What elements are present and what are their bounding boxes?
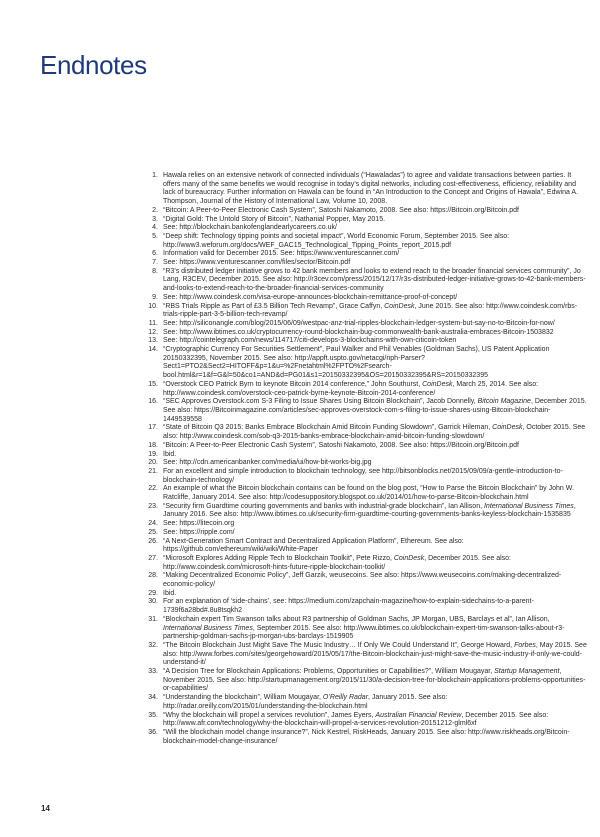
endnote-number: 35. bbox=[148, 711, 158, 719]
endnote-number: 11. bbox=[148, 319, 158, 327]
endnote-number: 27. bbox=[148, 554, 158, 562]
endnote-item bbox=[147, 590, 587, 599]
endnote-text: “Bitcoin: A Peer-to-Peer Electronic Cash System”, Satoshi Nakamoto, 2008. See also: https://Bitcoin.org/Bitcoin.pdf bbox=[163, 206, 520, 214]
endnote-item bbox=[147, 172, 587, 207]
endnote-text: “A Next-Generation Smart Contract and Decentralized Application Platform”, Ethereum. See also: https://github.com/ethereum/wiki/wiki/White-Paper bbox=[163, 537, 464, 554]
endnote-number: 17. bbox=[148, 424, 158, 432]
endnote-item bbox=[147, 729, 587, 746]
page-title: Endnotes bbox=[40, 50, 147, 81]
endnote-item bbox=[147, 337, 587, 346]
endnote-item bbox=[147, 294, 587, 303]
endnote-item bbox=[147, 616, 587, 642]
endnote-text: See: http://www.ibtimes.co.uk/cryptocurrency-round-blockchain-bug-commonwealth-bank-australia-embraces-Bitcoin-1503832 bbox=[163, 328, 554, 336]
endnote-text: See: http://blockchain.bankofenglandearlycareers.co.uk/ bbox=[163, 224, 337, 232]
endnote-number: 33. bbox=[148, 668, 158, 676]
endnote-item bbox=[147, 668, 587, 694]
endnote-item bbox=[147, 250, 587, 259]
endnote-item bbox=[147, 694, 587, 711]
endnote-text: “Overstock CEO Patrick Byrn to keynote Bitcoin 2014 conference,” John Southurst, CoinDesk, March 25, 2014. See also: http://www.coindesk.com/overstock-ceo-patrick-byrne-keynote-Bitcoin-2014-conference/ bbox=[163, 380, 539, 397]
endnote-item bbox=[147, 442, 587, 451]
endnote-text: See: https://litecoin.org bbox=[163, 520, 235, 528]
endnote-item bbox=[147, 468, 587, 485]
endnote-text: “A Decision Tree for Blockchain Applications: Problems, Opportunities or Capabilities?”, William Mougayar, Startup Management, November 2015. See also: http://startupmanagement.org/2015/11/30/a-decision-tree-for-blockchain-applications-problems-opportunities-or-capabilities/ bbox=[163, 668, 586, 693]
endnote-number: 24. bbox=[148, 520, 158, 528]
endnote-text: “Blockchain expert Tim Swanson talks about R3 partnership of Goldman Sachs, JP Morgan, UBS, Barclays et al”, Ian Allison, International Business Times, September 2015. See also: http://www.ibtimes.co.uk/blockchain-expert-tim-swanson-talks-about-r3-partnership-goldman-sachs-jp-morgan-ubs-barclays-1519905 bbox=[163, 615, 565, 641]
endnote-item bbox=[147, 424, 587, 441]
endnote-number: 5. bbox=[152, 232, 158, 240]
endnote-number: 13. bbox=[148, 337, 158, 345]
endnote-number: 36. bbox=[148, 729, 158, 736]
endnote-text: Hawala relies on an extensive network of connected individuals (“Hawaladas”) to agree and validate transactions between parties. It offers many of the same benefits we would recognise in today’s digital networks, including cost-effectiveness, efficiency, reliability and lack of bureaucracy. Further information on Hawala can be found in “An Introduction to the Concept and Origins of Hawala”, Edwina A. Thompson, Journal of the History of International Law, Volume 10, 2008. bbox=[163, 172, 579, 206]
endnote-text: “Will the blockchain model change insurance?”, Nick Kestrel, RiskHeads, January 2015. See also: http://www.riskheads.org/Bitcoin-blockchain-model-change-insurance/ bbox=[163, 729, 570, 745]
endnote-number: 22. bbox=[148, 485, 158, 493]
endnote-text: “Making Decentralized Economic Policy”, Jeff Garzik, weusecoins. See also: https://www.weusecoins.com/making-decentralized-economic-policy/ bbox=[163, 572, 562, 589]
endnote-item bbox=[147, 712, 587, 729]
endnote-text: Information valid for December 2015. See: https://www.venturescanner.com/ bbox=[163, 250, 400, 258]
endnote-number: 8. bbox=[152, 267, 158, 275]
endnote-text: “The Bitcoin Blockchain Just Might Save The Music Industry… If Only We Could Understand It”, George Howard, Forbes, May 2015. See also: http://www.forbes.com/sites/georgehoward/2015/05/17/the-Bitcoin-blockchain-just-might-save-the-music-industry-if-only-we-could-understand-it/ bbox=[163, 641, 587, 667]
endnote-text: “SEC Approves Overstock.com S-3 Filing to Issue Shares Using Bitcoin Blockchain”, Jacob Donnelly, Bitcoin Magazine, December 2015. See also: https://Bitcoinmagazine.com/articles/sec-approves-overstock-com-s-filing-to-issue-shares-using-Bitcoin-blockchain-1449539558 bbox=[163, 398, 587, 423]
endnote-item bbox=[147, 207, 587, 216]
endnote-text: See: http://siliconangle.com/blog/2015/06/09/westpac-anz-trial-ripples-blockchain-ledger-system-but-say-no-to-Bitcoin-for-now/ bbox=[163, 319, 555, 327]
endnote-item bbox=[147, 598, 587, 615]
endnote-number: 1. bbox=[152, 172, 158, 179]
endnote-item bbox=[147, 303, 587, 320]
endnote-number: 23. bbox=[148, 502, 158, 510]
endnote-number: 4. bbox=[152, 224, 158, 232]
endnote-number: 15. bbox=[148, 380, 158, 388]
endnote-number: 9. bbox=[152, 293, 158, 301]
endnote-number: 29. bbox=[148, 589, 158, 597]
endnote-number: 26. bbox=[148, 537, 158, 545]
endnote-text: See: https://ripple.com/ bbox=[163, 528, 235, 536]
endnote-number: 19. bbox=[148, 450, 158, 458]
endnote-item bbox=[147, 329, 587, 338]
endnote-item bbox=[147, 259, 587, 268]
endnote-number: 6. bbox=[152, 250, 158, 258]
endnote-number: 32. bbox=[148, 641, 158, 649]
endnote-text: See: https://www.venturescanner.com/files/sector/Bitcoin.pdf bbox=[163, 259, 351, 267]
endnote-item bbox=[147, 503, 587, 520]
endnote-number: 30. bbox=[148, 598, 158, 606]
endnote-number: 18. bbox=[148, 441, 158, 449]
endnote-item bbox=[147, 572, 587, 589]
endnote-item bbox=[147, 224, 587, 233]
page-number: 14 bbox=[41, 804, 50, 813]
endnote-text: See: http://www.coindesk.com/visa-europe-announces-blockchain-remittance-proof-of-concept/ bbox=[163, 293, 458, 301]
endnote-item bbox=[147, 381, 587, 398]
endnote-item bbox=[147, 538, 587, 555]
endnote-item bbox=[147, 320, 587, 329]
endnote-text: See: http://cdn.americanbanker.com/media/ui/how-bit-works-big.jpg bbox=[163, 459, 372, 467]
endnote-text: “Microsoft Explores Adding Ripple Tech to Blockchain Toolkit”, Pete Rizzo, CoinDesk, December 2015. See also: http://www.coindesk.com/microsoft-hints-future-ripple-blockchain-toolkit/ bbox=[163, 554, 511, 571]
endnote-item bbox=[147, 642, 587, 668]
endnote-number: 14. bbox=[148, 346, 158, 354]
endnote-number: 21. bbox=[148, 467, 158, 475]
endnote-item bbox=[147, 398, 587, 424]
endnote-item bbox=[147, 485, 587, 502]
endnote-item bbox=[147, 216, 587, 225]
endnote-number: 25. bbox=[148, 528, 158, 536]
endnote-text: Ibid. bbox=[163, 450, 177, 458]
endnote-item bbox=[147, 346, 587, 381]
endnote-text: “RBS Trials Ripple as Part of £3.5 Billion Tech Revamp”, Grace Caffyn, CoinDesk, June 2015. See also: http://www.coindesk.com/rbs-trials-ripple-part-3-5-billion-tech-revamp/ bbox=[163, 302, 578, 319]
endnote-text: For an excellent and simple introduction to blockchain technology, see http://bitsonblocks.net/2015/09/09/a-gentle-introduction-to-blockchain-technology/ bbox=[163, 467, 563, 484]
endnote-text: An example of what the Bitcoin blockchain contains can be found on the blog post, “How to Parse the Bitcoin Blockchain” by John W. Ratcliffe, January 2014. See also: http://codesuppository.blogspot.co.uk/2014/01/how-to-parse-Bitcoin-blockchain.html bbox=[163, 485, 574, 502]
endnote-number: 12. bbox=[148, 328, 158, 336]
endnote-item bbox=[147, 268, 587, 294]
endnote-text: “Deep shift: Technology tipping points and societal impact”, World Economic Forum, September 2015. See also: http://www3.weforum.org/docs/WEF_GAC15_Technological_Tipping_Points_report_2015.pdf bbox=[163, 232, 510, 249]
endnote-text: “Security firm Guardtime courting governments and banks with industrial-grade blockchain”, Ian Allison, International Business Times, January 2016. See also: http://www.ibtimes.co.uk/security-firm-guardtime-courting-governments-banks-keyless-blockchain-1535835 bbox=[163, 502, 576, 519]
endnote-number: 7. bbox=[152, 259, 158, 267]
endnote-text: “Bitcoin: A Peer-to-Peer Electronic Cash System”, Satoshi Nakamoto, 2008. See also: https://Bitcoin.org/Bitcoin.pdf bbox=[163, 441, 520, 449]
endnote-number: 31. bbox=[148, 615, 158, 623]
endnote-item bbox=[147, 520, 587, 529]
endnote-number: 34. bbox=[148, 694, 158, 702]
endnote-number: 3. bbox=[152, 215, 158, 223]
endnote-text: Ibid. bbox=[163, 589, 177, 597]
endnote-text: For an explanation of ‘side-chains’, see: https://medium.com/zapchain-magazine/how-to-explain-sidechains-to-a-parent-1739f6a28bd#.8u8tsqkh2 bbox=[163, 598, 534, 615]
endnotes-list bbox=[147, 172, 587, 746]
endnote-number: 10. bbox=[148, 302, 158, 310]
endnote-number: 28. bbox=[148, 572, 158, 580]
endnote-item bbox=[147, 555, 587, 572]
endnote-text: See: http://cointelegraph.com/news/114717/citi-develops-3-blockchains-with-own-citicoin-token bbox=[163, 337, 457, 345]
endnote-item bbox=[147, 233, 587, 250]
endnote-text: “State of Bitcoin Q3 2015: Banks Embrace Blockchain Amid Bitcoin Funding Slowdown”, Garrick Hileman, CoinDesk, October 2015. See also: http://www.coindesk.com/sob-q3-2015-banks-embrace-blockchain-amid-bitcoin-funding-slowdown/ bbox=[163, 424, 586, 441]
endnote-text: “R3’s distributed ledger initiative grows to 42 bank members and looks to extend reach to the broader financial services community”, Jo Lang, R3CEV, December 2015. See also: http://r3cev.com/press/2015/12/17/r3s-distributed-ledger-initiative-grows-to-42-bank-members-and-looks-to-extend-reach-to-the-broader-financial-services-community bbox=[163, 267, 586, 293]
endnote-text: “Digital Gold: The Untold Story of Bitcoin”, Nathanial Popper, May 2015. bbox=[163, 215, 386, 223]
endnote-item bbox=[147, 451, 587, 460]
endnote-text: “Cryptographic Currency For Securities Settlement”, Paul Walker and Phil Venables (Goldman Sachs), US Patent Application 20150332395, November 2015. See also: http://appft.uspto.gov/netacgi/nph-Parser?Sect1=PTO2&Sect2=HITOFF&p=1&u=%2Fnetahtml%2FPTO%2Fsearch-bool.html&r=1&f=G&l=50&co1=AND&d=PG01&s1=20150332395&OS=20150332395&RS=20150332395 bbox=[163, 346, 550, 380]
endnote-number: 2. bbox=[152, 206, 158, 214]
endnote-item bbox=[147, 459, 587, 468]
endnote-number: 16. bbox=[148, 398, 158, 406]
endnote-number: 20. bbox=[148, 459, 158, 467]
endnote-text: “Understanding the blockchain”, William Mougayar, O’Reilly Radar, January 2015. See also: http://radar.oreilly.com/2015/01/understanding-the-blockchain.html bbox=[163, 694, 448, 710]
endnote-text: “Why the blockchain will propel a services revolution”, James Eyers, Australian Financial Review, December 2015. See also: http://www.afr.com/technology/why-the-blockchain-will-propel-a-services-revolution-20151212-glml6xf bbox=[163, 711, 549, 728]
endnote-item bbox=[147, 529, 587, 538]
